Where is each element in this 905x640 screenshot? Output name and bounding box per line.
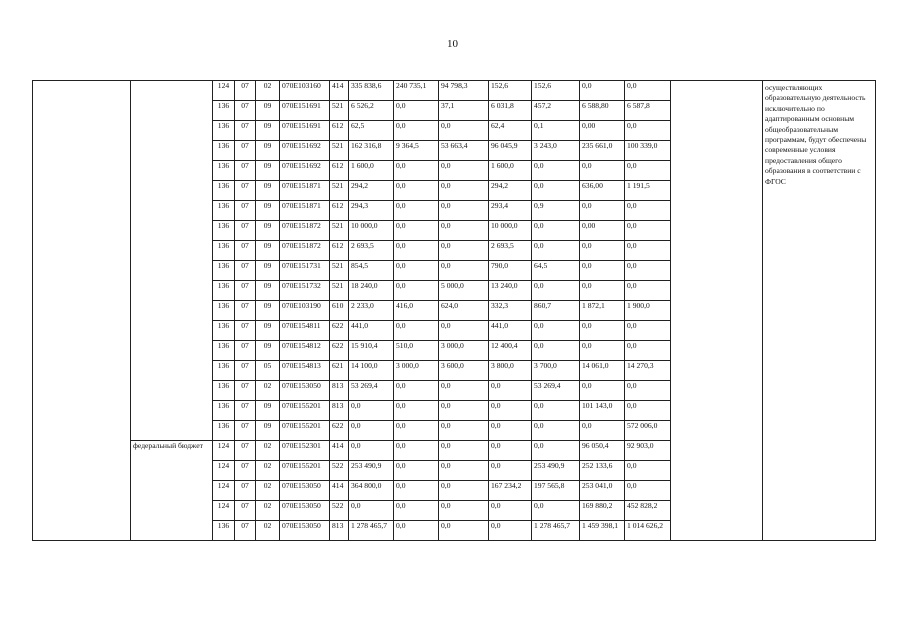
year-3-cell: 0,0	[489, 521, 532, 541]
target-article-cell: 070E154812	[280, 341, 330, 361]
section-code-cell: 07	[235, 261, 256, 281]
subsection-code-cell: 09	[256, 421, 280, 441]
year-5-cell: 253 041,0	[580, 481, 625, 501]
year-5-cell: 0,0	[580, 421, 625, 441]
total-cell: 53 269,4	[349, 381, 394, 401]
year-2-cell: 3 600,0	[439, 361, 489, 381]
target-article-cell: 070E103160	[280, 81, 330, 101]
year-4-cell: 0,0	[532, 241, 580, 261]
year-1-cell: 0,0	[394, 421, 439, 441]
section-code-cell: 07	[235, 501, 256, 521]
admin-code-cell: 124	[213, 481, 235, 501]
target-article-cell: 070E153050	[280, 481, 330, 501]
section-code-cell: 07	[235, 181, 256, 201]
year-6-cell: 0,0	[625, 321, 671, 341]
year-5-cell: 0,0	[580, 281, 625, 301]
year-4-cell: 0,9	[532, 201, 580, 221]
expense-type-cell: 621	[330, 361, 349, 381]
year-5-cell: 6 588,80	[580, 101, 625, 121]
year-5-cell: 0,0	[580, 81, 625, 101]
subsection-code-cell: 09	[256, 321, 280, 341]
expense-type-cell: 612	[330, 201, 349, 221]
year-1-cell: 0,0	[394, 261, 439, 281]
year-2-cell: 0,0	[439, 501, 489, 521]
subsection-code-cell: 02	[256, 521, 280, 541]
year-6-cell: 100 339,0	[625, 141, 671, 161]
admin-code-cell: 136	[213, 381, 235, 401]
activity-cell	[33, 81, 131, 541]
year-1-cell: 0,0	[394, 201, 439, 221]
year-4-cell: 0,0	[532, 501, 580, 521]
year-5-cell: 0,0	[580, 241, 625, 261]
total-cell: 0,0	[349, 421, 394, 441]
expense-type-cell: 521	[330, 261, 349, 281]
year-5-cell: 0,00	[580, 221, 625, 241]
year-1-cell: 0,0	[394, 101, 439, 121]
total-cell: 6 526,2	[349, 101, 394, 121]
year-3-cell: 0,0	[489, 421, 532, 441]
subsection-code-cell: 09	[256, 141, 280, 161]
year-2-cell: 0,0	[439, 241, 489, 261]
target-article-cell: 070E151732	[280, 281, 330, 301]
total-cell: 2 693,5	[349, 241, 394, 261]
section-code-cell: 07	[235, 241, 256, 261]
year-3-cell: 96 045,9	[489, 141, 532, 161]
year-6-cell: 1 191,5	[625, 181, 671, 201]
total-cell: 364 800,0	[349, 481, 394, 501]
section-code-cell: 07	[235, 381, 256, 401]
total-cell: 1 278 465,7	[349, 521, 394, 541]
year-2-cell: 0,0	[439, 161, 489, 181]
year-3-cell: 790,0	[489, 261, 532, 281]
admin-code-cell: 136	[213, 421, 235, 441]
year-4-cell: 0,0	[532, 341, 580, 361]
year-4-cell: 0,0	[532, 161, 580, 181]
year-3-cell: 12 400,4	[489, 341, 532, 361]
admin-code-cell: 136	[213, 321, 235, 341]
page-number: 10	[447, 38, 458, 50]
expense-type-cell: 414	[330, 481, 349, 501]
year-5-cell: 252 133,6	[580, 461, 625, 481]
expense-type-cell: 414	[330, 81, 349, 101]
target-article-cell: 070E151871	[280, 201, 330, 221]
year-5-cell: 0,0	[580, 321, 625, 341]
total-cell: 14 100,0	[349, 361, 394, 381]
year-6-cell: 1 900,0	[625, 301, 671, 321]
admin-code-cell: 136	[213, 121, 235, 141]
year-4-cell: 53 269,4	[532, 381, 580, 401]
year-1-cell: 0,0	[394, 281, 439, 301]
source-cell-blank	[131, 81, 213, 441]
year-3-cell: 0,0	[489, 441, 532, 461]
total-cell: 335 838,6	[349, 81, 394, 101]
expected-result-note: осуществляющих образовательную деятельность исключительно по адаптированным основным общеобразовательным программам, будут обеспечены современные условия предоставления общего образования в соответствии с ФГОС	[763, 81, 876, 541]
target-article-cell: 070E155201	[280, 421, 330, 441]
year-6-cell: 0,0	[625, 261, 671, 281]
expense-type-cell: 813	[330, 521, 349, 541]
subsection-code-cell: 09	[256, 181, 280, 201]
year-3-cell: 2 693,5	[489, 241, 532, 261]
subsection-code-cell: 09	[256, 161, 280, 181]
year-1-cell: 9 364,5	[394, 141, 439, 161]
year-2-cell: 0,0	[439, 441, 489, 461]
section-code-cell: 07	[235, 521, 256, 541]
section-code-cell: 07	[235, 341, 256, 361]
year-3-cell: 0,0	[489, 461, 532, 481]
year-1-cell: 0,0	[394, 441, 439, 461]
year-6-cell: 0,0	[625, 221, 671, 241]
year-1-cell: 0,0	[394, 401, 439, 421]
funding-source-label: федеральный бюджет	[131, 441, 213, 541]
year-1-cell: 0,0	[394, 501, 439, 521]
year-2-cell: 0,0	[439, 401, 489, 421]
year-1-cell: 416,0	[394, 301, 439, 321]
year-1-cell: 240 735,1	[394, 81, 439, 101]
total-cell: 0,0	[349, 501, 394, 521]
year-4-cell: 197 565,8	[532, 481, 580, 501]
expense-type-cell: 813	[330, 401, 349, 421]
year-6-cell: 0,0	[625, 281, 671, 301]
year-2-cell: 0,0	[439, 521, 489, 541]
year-2-cell: 0,0	[439, 201, 489, 221]
year-3-cell: 62,4	[489, 121, 532, 141]
year-6-cell: 0,0	[625, 241, 671, 261]
subsection-code-cell: 02	[256, 81, 280, 101]
year-5-cell: 0,00	[580, 121, 625, 141]
admin-code-cell: 124	[213, 461, 235, 481]
year-2-cell: 0,0	[439, 261, 489, 281]
year-5-cell: 1 459 398,1	[580, 521, 625, 541]
year-4-cell: 0,0	[532, 421, 580, 441]
target-article-cell: 070E154811	[280, 321, 330, 341]
admin-code-cell: 124	[213, 81, 235, 101]
subsection-code-cell: 09	[256, 341, 280, 361]
subsection-code-cell: 09	[256, 101, 280, 121]
total-cell: 0,0	[349, 401, 394, 421]
subsection-code-cell: 09	[256, 241, 280, 261]
admin-code-cell: 136	[213, 161, 235, 181]
year-4-cell: 3 700,0	[532, 361, 580, 381]
year-2-cell: 0,0	[439, 461, 489, 481]
total-cell: 2 233,0	[349, 301, 394, 321]
year-3-cell: 294,2	[489, 181, 532, 201]
section-code-cell: 07	[235, 321, 256, 341]
expense-type-cell: 521	[330, 181, 349, 201]
admin-code-cell: 136	[213, 341, 235, 361]
expense-type-cell: 622	[330, 321, 349, 341]
year-5-cell: 0,0	[580, 161, 625, 181]
year-3-cell: 6 031,8	[489, 101, 532, 121]
year-5-cell: 636,00	[580, 181, 625, 201]
budget-table	[32, 80, 876, 541]
expense-type-cell: 521	[330, 281, 349, 301]
total-cell: 15 910,4	[349, 341, 394, 361]
year-5-cell: 96 050,4	[580, 441, 625, 461]
target-article-cell: 070E151872	[280, 221, 330, 241]
section-code-cell: 07	[235, 401, 256, 421]
year-2-cell: 0,0	[439, 221, 489, 241]
section-code-cell: 07	[235, 81, 256, 101]
total-cell: 0,0	[349, 441, 394, 461]
subsection-code-cell: 09	[256, 221, 280, 241]
year-6-cell: 452 828,2	[625, 501, 671, 521]
year-3-cell: 0,0	[489, 501, 532, 521]
year-4-cell: 0,1	[532, 121, 580, 141]
section-code-cell: 07	[235, 301, 256, 321]
expense-type-cell: 612	[330, 161, 349, 181]
year-2-cell: 5 000,0	[439, 281, 489, 301]
year-1-cell: 3 000,0	[394, 361, 439, 381]
year-4-cell: 457,2	[532, 101, 580, 121]
admin-code-cell: 136	[213, 181, 235, 201]
year-3-cell: 167 234,2	[489, 481, 532, 501]
year-6-cell: 0,0	[625, 121, 671, 141]
year-4-cell: 0,0	[532, 401, 580, 421]
year-2-cell: 0,0	[439, 381, 489, 401]
year-6-cell: 0,0	[625, 481, 671, 501]
year-5-cell: 101 143,0	[580, 401, 625, 421]
year-1-cell: 0,0	[394, 241, 439, 261]
year-1-cell: 0,0	[394, 121, 439, 141]
total-cell: 441,0	[349, 321, 394, 341]
target-article-cell: 070E151692	[280, 141, 330, 161]
year-1-cell: 0,0	[394, 321, 439, 341]
year-3-cell: 0,0	[489, 381, 532, 401]
expense-type-cell: 610	[330, 301, 349, 321]
year-2-cell: 0,0	[439, 121, 489, 141]
year-5-cell: 0,0	[580, 201, 625, 221]
year-4-cell: 0,0	[532, 321, 580, 341]
year-5-cell: 0,0	[580, 341, 625, 361]
year-5-cell: 0,0	[580, 381, 625, 401]
subsection-code-cell: 09	[256, 281, 280, 301]
year-1-cell: 0,0	[394, 381, 439, 401]
subsection-code-cell: 09	[256, 261, 280, 281]
year-4-cell: 64,5	[532, 261, 580, 281]
year-4-cell: 0,0	[532, 221, 580, 241]
subsection-code-cell: 09	[256, 121, 280, 141]
total-cell: 294,3	[349, 201, 394, 221]
section-code-cell: 07	[235, 101, 256, 121]
year-6-cell: 0,0	[625, 401, 671, 421]
year-3-cell: 3 800,0	[489, 361, 532, 381]
admin-code-cell: 136	[213, 521, 235, 541]
year-2-cell: 94 798,3	[439, 81, 489, 101]
expense-type-cell: 414	[330, 441, 349, 461]
executor-cell	[671, 81, 763, 541]
year-2-cell: 3 000,0	[439, 341, 489, 361]
target-article-cell: 070E151872	[280, 241, 330, 261]
target-article-cell: 070E154813	[280, 361, 330, 381]
subsection-code-cell: 02	[256, 501, 280, 521]
section-code-cell: 07	[235, 481, 256, 501]
target-article-cell: 070E151692	[280, 161, 330, 181]
total-cell: 10 000,0	[349, 221, 394, 241]
year-3-cell: 441,0	[489, 321, 532, 341]
expense-type-cell: 612	[330, 241, 349, 261]
year-1-cell: 0,0	[394, 521, 439, 541]
expense-type-cell: 522	[330, 461, 349, 481]
target-article-cell: 070E151691	[280, 121, 330, 141]
year-1-cell: 0,0	[394, 161, 439, 181]
target-article-cell: 070E153050	[280, 521, 330, 541]
admin-code-cell: 136	[213, 301, 235, 321]
year-3-cell: 10 000,0	[489, 221, 532, 241]
year-1-cell: 0,0	[394, 481, 439, 501]
year-4-cell: 860,7	[532, 301, 580, 321]
year-5-cell: 0,0	[580, 261, 625, 281]
year-4-cell: 0,0	[532, 281, 580, 301]
year-6-cell: 1 014 626,2	[625, 521, 671, 541]
admin-code-cell: 136	[213, 101, 235, 121]
admin-code-cell: 136	[213, 261, 235, 281]
section-code-cell: 07	[235, 221, 256, 241]
subsection-code-cell: 02	[256, 461, 280, 481]
admin-code-cell: 136	[213, 361, 235, 381]
year-6-cell: 14 270,3	[625, 361, 671, 381]
year-6-cell: 6 587,8	[625, 101, 671, 121]
year-3-cell: 0,0	[489, 401, 532, 421]
year-3-cell: 13 240,0	[489, 281, 532, 301]
year-4-cell: 253 490,9	[532, 461, 580, 481]
admin-code-cell: 136	[213, 241, 235, 261]
expense-type-cell: 612	[330, 121, 349, 141]
admin-code-cell: 136	[213, 401, 235, 421]
year-2-cell: 0,0	[439, 181, 489, 201]
target-article-cell: 070E151871	[280, 181, 330, 201]
target-article-cell: 070E153050	[280, 381, 330, 401]
year-4-cell: 0,0	[532, 181, 580, 201]
section-code-cell: 07	[235, 121, 256, 141]
subsection-code-cell: 02	[256, 381, 280, 401]
year-2-cell: 53 663,4	[439, 141, 489, 161]
year-6-cell: 572 006,0	[625, 421, 671, 441]
year-4-cell: 1 278 465,7	[532, 521, 580, 541]
section-code-cell: 07	[235, 361, 256, 381]
expense-type-cell: 521	[330, 141, 349, 161]
year-1-cell: 0,0	[394, 221, 439, 241]
year-1-cell: 0,0	[394, 461, 439, 481]
year-6-cell: 0,0	[625, 201, 671, 221]
subsection-code-cell: 02	[256, 481, 280, 501]
section-code-cell: 07	[235, 421, 256, 441]
section-code-cell: 07	[235, 441, 256, 461]
expense-type-cell: 521	[330, 101, 349, 121]
year-1-cell: 0,0	[394, 181, 439, 201]
subsection-code-cell: 09	[256, 401, 280, 421]
total-cell: 294,2	[349, 181, 394, 201]
year-3-cell: 293,4	[489, 201, 532, 221]
admin-code-cell: 136	[213, 141, 235, 161]
total-cell: 854,5	[349, 261, 394, 281]
total-cell: 18 240,0	[349, 281, 394, 301]
total-cell: 62,5	[349, 121, 394, 141]
subsection-code-cell: 05	[256, 361, 280, 381]
target-article-cell: 070E103190	[280, 301, 330, 321]
year-5-cell: 1 872,1	[580, 301, 625, 321]
total-cell: 253 490,9	[349, 461, 394, 481]
year-3-cell: 152,6	[489, 81, 532, 101]
year-6-cell: 0,0	[625, 81, 671, 101]
expense-type-cell: 622	[330, 421, 349, 441]
section-code-cell: 07	[235, 281, 256, 301]
year-2-cell: 0,0	[439, 481, 489, 501]
year-5-cell: 169 880,2	[580, 501, 625, 521]
section-code-cell: 07	[235, 201, 256, 221]
table-row	[33, 81, 876, 101]
total-cell: 1 600,0	[349, 161, 394, 181]
year-4-cell: 152,6	[532, 81, 580, 101]
target-article-cell: 070E151691	[280, 101, 330, 121]
expense-type-cell: 622	[330, 341, 349, 361]
admin-code-cell: 136	[213, 281, 235, 301]
year-5-cell: 14 061,0	[580, 361, 625, 381]
expense-type-cell: 813	[330, 381, 349, 401]
section-code-cell: 07	[235, 461, 256, 481]
admin-code-cell: 136	[213, 221, 235, 241]
section-code-cell: 07	[235, 161, 256, 181]
year-6-cell: 0,0	[625, 341, 671, 361]
subsection-code-cell: 09	[256, 301, 280, 321]
expense-type-cell: 521	[330, 221, 349, 241]
year-2-cell: 0,0	[439, 421, 489, 441]
target-article-cell: 070E152301	[280, 441, 330, 461]
year-2-cell: 0,0	[439, 321, 489, 341]
target-article-cell: 070E151731	[280, 261, 330, 281]
year-1-cell: 510,0	[394, 341, 439, 361]
target-article-cell: 070E153050	[280, 501, 330, 521]
year-2-cell: 624,0	[439, 301, 489, 321]
year-4-cell: 3 243,0	[532, 141, 580, 161]
year-4-cell: 0,0	[532, 441, 580, 461]
year-2-cell: 37,1	[439, 101, 489, 121]
year-5-cell: 235 661,0	[580, 141, 625, 161]
year-6-cell: 0,0	[625, 461, 671, 481]
admin-code-cell: 124	[213, 441, 235, 461]
target-article-cell: 070E155201	[280, 461, 330, 481]
admin-code-cell: 136	[213, 201, 235, 221]
admin-code-cell: 124	[213, 501, 235, 521]
subsection-code-cell: 02	[256, 441, 280, 461]
year-6-cell: 0,0	[625, 161, 671, 181]
section-code-cell: 07	[235, 141, 256, 161]
year-6-cell: 92 903,0	[625, 441, 671, 461]
year-6-cell: 0,0	[625, 381, 671, 401]
year-3-cell: 1 600,0	[489, 161, 532, 181]
year-3-cell: 332,3	[489, 301, 532, 321]
subsection-code-cell: 09	[256, 201, 280, 221]
target-article-cell: 070E155201	[280, 401, 330, 421]
total-cell: 162 316,8	[349, 141, 394, 161]
expense-type-cell: 522	[330, 501, 349, 521]
